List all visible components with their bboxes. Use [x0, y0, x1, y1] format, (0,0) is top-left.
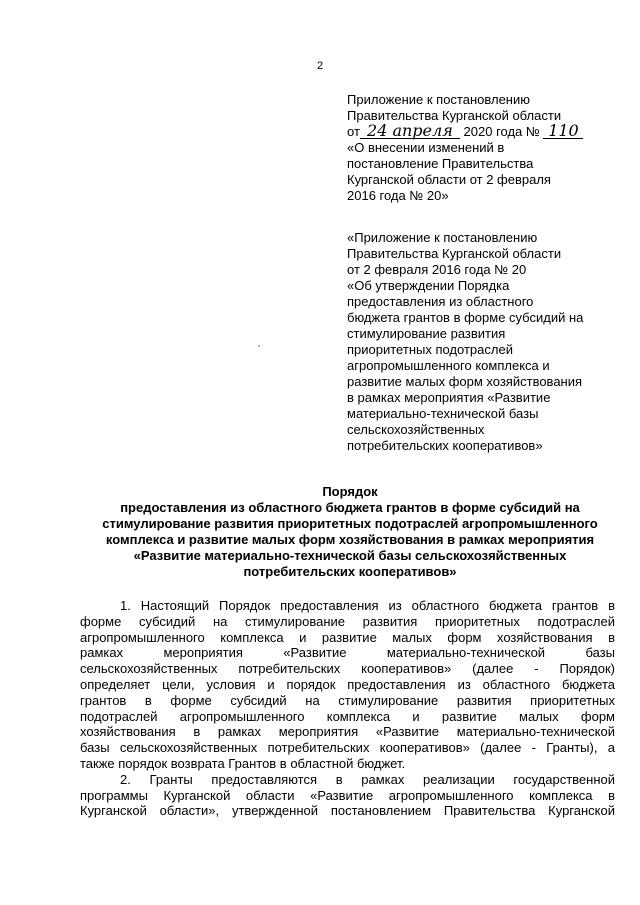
- date-prefix: от: [347, 124, 360, 139]
- appendix-amendment-block: [347, 92, 617, 204]
- appendix-original-line: агропромышленного комплекса и: [347, 358, 550, 373]
- paragraph-line: базы сельскохозяйственных потребительских кооперативов» (далее - Гранты), а: [80, 740, 615, 756]
- appendix-amendment-line: Приложение к постановлению: [347, 92, 530, 107]
- appendix-original-line: в рамках мероприятия «Развитие: [347, 390, 551, 405]
- appendix-original-line: материально-технической базы: [347, 406, 539, 421]
- appendix-amendment-line: Правительства Курганской области: [347, 108, 562, 123]
- paragraph-line: агропромышленного комплекса и развитие малых форм хозяйствования в: [80, 629, 615, 645]
- title-line: Порядок: [322, 484, 378, 499]
- appendix-original-line: развитие малых форм хозяйствования: [347, 374, 583, 389]
- title-line: стимулирование развития приоритетных подотраслей агропромышленного: [102, 516, 598, 531]
- paragraph-line: Курганской области», утвержденной постановлением Правительства Курганской: [80, 803, 615, 819]
- paragraph-line: форме субсидий на стимулирование развития приоритетных подотраслей: [80, 613, 615, 629]
- appendix-original-line: бюджета грантов в форме субсидий на: [347, 310, 584, 325]
- appendix-original-line: приоритетных подотраслей: [347, 342, 513, 357]
- appendix-original-line: стимулирование развития: [347, 326, 506, 341]
- appendix-amendment-line: Курганской области от 2 февраля: [347, 172, 551, 187]
- title-line: комплекса и развитие малых форм хозяйствования в рамках мероприятия: [105, 532, 595, 547]
- appendix-original-line: потребительских кооперативов»: [347, 438, 543, 453]
- appendix-original-block: [347, 230, 617, 454]
- scan-speck: [258, 345, 260, 347]
- paragraph-line: подотраслей агропромышленного комплекса и развитие малых форм: [80, 708, 615, 724]
- appendix-original-line: сельскохозяйственных: [347, 422, 485, 437]
- appendix-original-line: предоставления из областного: [347, 294, 534, 309]
- paragraph-line: также порядок возврата Грантов в областной бюджет.: [80, 755, 406, 771]
- appendix-amendment-line: 2016 года № 20»: [347, 188, 449, 203]
- paragraph-line: рамках мероприятия «Развитие материально-технической базы: [80, 645, 615, 661]
- title-line: потребительских кооперативов»: [243, 564, 457, 579]
- handwritten-date: 24 апреля: [360, 124, 460, 139]
- appendix-date-line: [347, 121, 617, 140]
- paragraph-line: грантов в форме субсидий на стимулирование развития приоритетных: [80, 692, 615, 708]
- appendix-amendment-line: «О внесении изменений в: [347, 140, 505, 155]
- document-title: [80, 484, 620, 580]
- handwritten-number: 110: [543, 124, 583, 139]
- page-number: 2: [316, 60, 324, 72]
- paragraph-line: сельскохозяйственных потребительских кооперативов» (далее - Порядок): [80, 661, 615, 677]
- paragraph-line: хозяйствования в рамках мероприятия «Развитие материально-технической: [80, 724, 615, 740]
- appendix-amendment-line: постановление Правительства: [347, 156, 534, 171]
- paragraph-line: программы Курганской области «Развитие агропромышленного комплекса в: [80, 787, 615, 803]
- title-line: предоставления из областного бюджета грантов в форме субсидий на: [120, 500, 580, 515]
- title-line: «Развитие материально-технической базы сельскохозяйственных: [133, 548, 567, 563]
- paragraph-line: определяет цели, условия и порядок предоставления из областного бюджета: [80, 676, 615, 692]
- document-body: [80, 598, 615, 819]
- year-text: 2020 года №: [463, 124, 540, 139]
- appendix-original-line: «Приложение к постановлению: [347, 230, 538, 245]
- appendix-original-line: от 2 февраля 2016 года № 20: [347, 262, 527, 277]
- appendix-original-line: Правительства Курганской области: [347, 246, 562, 261]
- appendix-original-line: «Об утверждении Порядка: [347, 278, 510, 293]
- paragraph-line: 2. Гранты предоставляются в рамках реализации государственной: [120, 771, 615, 787]
- paragraph-line: 1. Настоящий Порядок предоставления из областного бюджета грантов в: [120, 598, 615, 613]
